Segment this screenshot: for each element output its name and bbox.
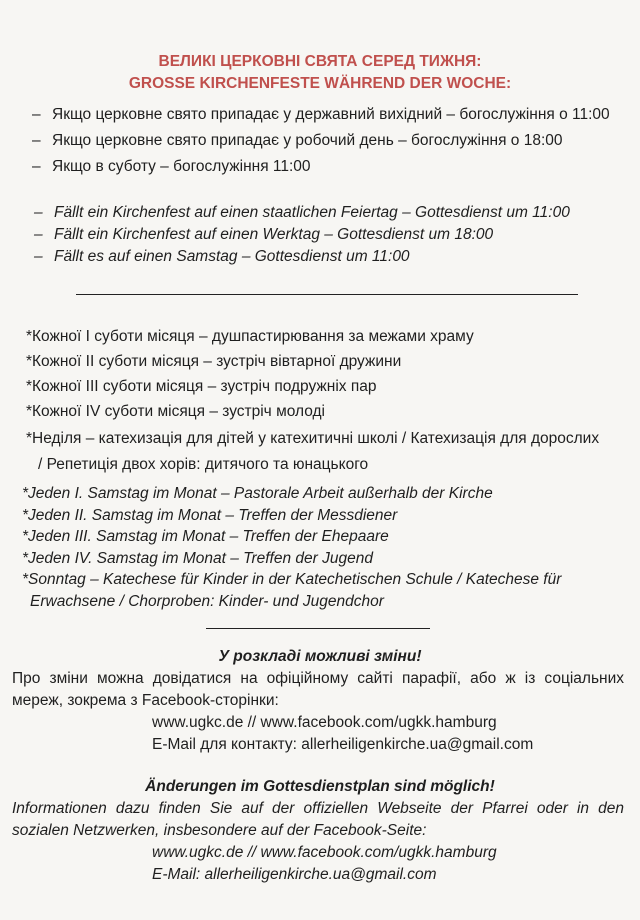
list-item: – Fällt es auf einen Samstag – Gottesdienst um 11:00: [34, 246, 624, 268]
ua-schedule-list: [26, 326, 626, 481]
heading-ua: ВЕЛИКІ ЦЕРКОВНІ СВЯТА СЕРЕД ТИЖНЯ:: [158, 53, 482, 70]
de-feast-list: [34, 202, 624, 268]
list-item: *Кожної III суботи місяця – зустріч подружніх пар: [26, 378, 377, 395]
ua-changes-text: Про зміни можна довідатися на офіційному сайті парафії, або ж із соціальних мереж, зокрема з Facebook-сторінки:: [12, 670, 624, 709]
list-item: – Якщо в суботу – богослужіння 11:00: [32, 156, 622, 178]
sunday-line-1: *Неділя – катехизація для дітей у катехитичні школі / Катехизація для дорослих: [26, 430, 600, 447]
list-item: *Кожної II суботи місяця – зустріч вівтарної дружини: [26, 353, 402, 370]
sunday-line-1: *Sonntag – Katechese für Kinder in der Katechetischen Schule / Katechese für: [22, 571, 562, 588]
list-item: – Fällt ein Kirchenfest auf einen staatlichen Feiertag – Gottesdienst um 11:00: [34, 202, 624, 224]
list-item: *Кожної IV суботи місяця – зустріч молоді: [26, 403, 325, 420]
list-item: *Кожної I суботи місяця – душпастирювання за межами храму: [26, 328, 474, 345]
ua-website-links: www.ugkc.de // www.facebook.com/ugkk.hamburg: [152, 714, 497, 731]
de-changes-title: Änderungen im Gottesdienstplan sind möglich!: [145, 778, 495, 795]
list-item: [26, 426, 626, 478]
ua-contact-email: E-Mail для контакту: allerheiligenkirche.ua@gmail.com: [152, 736, 534, 753]
de-changes-text: Informationen dazu finden Sie auf der offiziellen Webseite der Pfarrei oder in den sozialen Netzwerken, insbesondere auf der Facebook-Seite:: [12, 800, 624, 839]
heading-de: GROSSE KIRCHENFESTE WÄHREND DER WOCHE:: [128, 75, 512, 92]
sunday-line-2: Erwachsene / Chorproben: Kinder- und Jugendchor: [30, 592, 384, 610]
divider-line: [206, 628, 430, 629]
list-item: – Якщо церковне свято припадає у робочий день – богослужіння о 18:00: [32, 130, 622, 152]
list-item: – Якщо церковне свято припадає у державний вихідний – богослужіння о 11:00: [32, 104, 622, 126]
list-item: *Jeden III. Samstag im Monat – Treffen der Ehepaare: [22, 528, 389, 545]
de-contact-email: E-Mail: allerheiligenkirche.ua@gmail.com: [152, 866, 437, 883]
ua-changes-title: У розкладі можливі зміни!: [218, 648, 422, 665]
ua-feast-list: [32, 104, 622, 182]
sunday-line-2: / Репетиція двох хорів: дитячого та юнацького: [38, 456, 369, 473]
list-item: [22, 569, 622, 612]
de-schedule-list: [22, 483, 622, 612]
list-item: *Jeden I. Samstag im Monat – Pastorale Arbeit außerhalb der Kirche: [22, 485, 493, 502]
list-item: – Fällt ein Kirchenfest auf einen Werktag – Gottesdienst um 18:00: [34, 224, 624, 246]
list-item: *Jeden II. Samstag im Monat – Treffen der Messdiener: [22, 506, 398, 524]
de-website-links: www.ugkc.de // www.facebook.com/ugkk.hamburg: [152, 844, 497, 861]
divider-line: [76, 294, 578, 295]
list-item: *Jeden IV. Samstag im Monat – Treffen der Jugend: [22, 549, 373, 567]
